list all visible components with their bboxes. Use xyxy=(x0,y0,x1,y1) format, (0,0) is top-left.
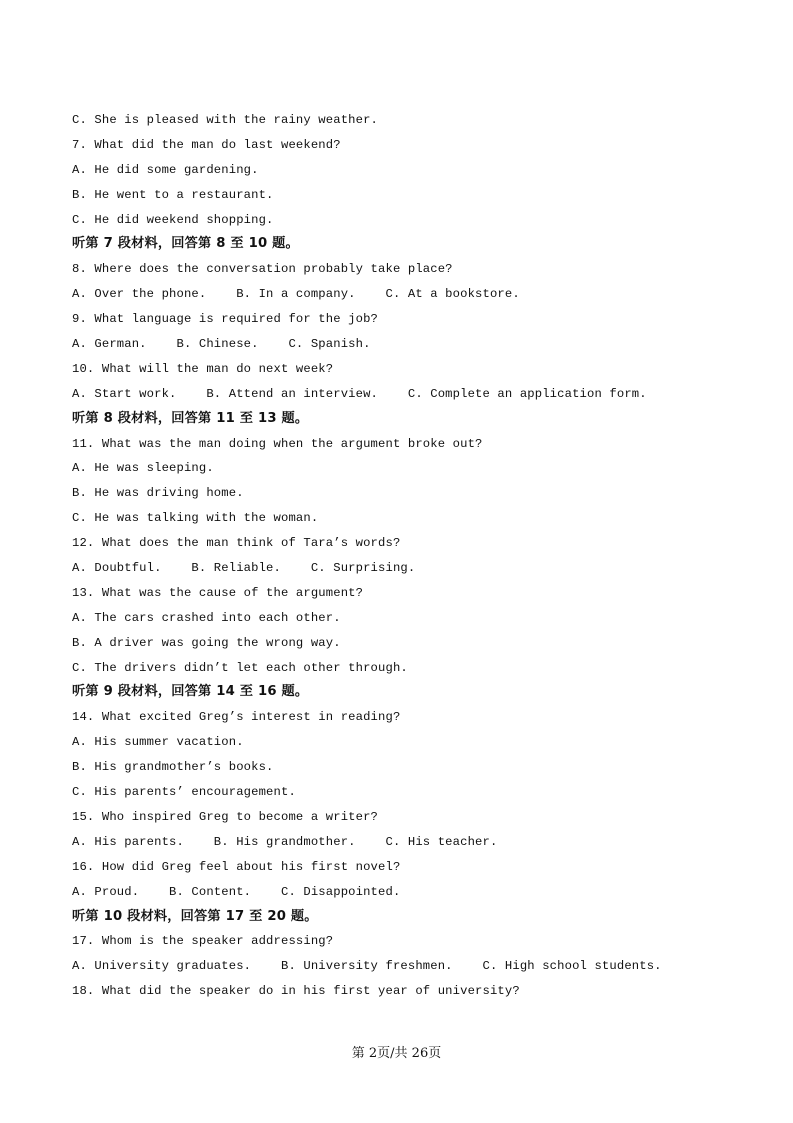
answer-options: C. His parents’ encouragement. xyxy=(72,785,296,800)
page-footer: 第 2页/共 26页 xyxy=(351,1046,442,1061)
answer-options: A. His summer vacation. xyxy=(72,735,244,750)
question-text: 16. How did Greg feel about his first novel? xyxy=(72,859,401,874)
section-heading: 听第 7 段材料，回答第 8 至 10 题。 xyxy=(72,236,299,252)
question-text: 14. What excited Greg’s interest in reading? xyxy=(72,710,401,725)
answer-options: A. Start work. B. Attend an interview. C. Complete an application form. xyxy=(72,386,647,401)
answer-options: A. Proud. B. Content. C. Disappointed. xyxy=(72,884,401,899)
answer-options: C. She is pleased with the rainy weather. xyxy=(72,113,379,127)
question-text: 18. What did the speaker do in his first year of university? xyxy=(72,984,520,999)
answer-options: B. He was driving home. xyxy=(72,486,244,501)
question-text: 15. Who inspired Greg to become a writer? xyxy=(72,809,379,824)
answer-options: A. He was sleeping. xyxy=(72,461,214,476)
answer-options: C. The drivers didn’t let each other through. xyxy=(72,660,408,675)
question-text: 8. Where does the conversation probably take place? xyxy=(72,262,453,277)
question-text: 9. What language is required for the job? xyxy=(72,312,379,327)
answer-options: A. German. B. Chinese. C. Spanish. xyxy=(72,337,371,352)
section-heading: 听第 10 段材料，回答第 17 至 20 题。 xyxy=(72,908,318,924)
answer-options: A. Over the phone. B. In a company. C. At a bookstore. xyxy=(72,287,520,302)
answer-options: C. He did weekend shopping. xyxy=(72,212,274,227)
answer-options: A. The cars crashed into each other. xyxy=(72,610,341,625)
question-text: 10. What will the man do next week? xyxy=(72,361,334,376)
section-heading: 听第 9 段材料，回答第 14 至 16 题。 xyxy=(72,684,309,700)
section-heading: 听第 8 段材料，回答第 11 至 13 题。 xyxy=(72,410,309,426)
question-text: 13. What was the cause of the argument? xyxy=(72,585,364,600)
answer-options: A. University graduates. B. University freshmen. C. High school students. xyxy=(72,959,662,974)
answer-options: B. He went to a restaurant. xyxy=(72,187,274,202)
answer-options: A. Doubtful. B. Reliable. C. Surprising. xyxy=(72,561,416,576)
question-text: 11. What was the man doing when the argument broke out? xyxy=(72,436,483,451)
answer-options: A. His parents. B. His grandmother. C. His teacher. xyxy=(72,834,498,849)
answer-options: B. A driver was going the wrong way. xyxy=(72,635,341,650)
answer-options: A. He did some gardening. xyxy=(72,162,259,177)
answer-options: B. His grandmother’s books. xyxy=(72,760,274,775)
question-text: 7. What did the man do last weekend? xyxy=(72,137,341,152)
question-text: 17. Whom is the speaker addressing? xyxy=(72,934,334,949)
answer-options: C. He was talking with the woman. xyxy=(72,511,319,526)
question-list xyxy=(72,110,732,1006)
question-text: 12. What does the man think of Tara’s words? xyxy=(72,536,401,551)
